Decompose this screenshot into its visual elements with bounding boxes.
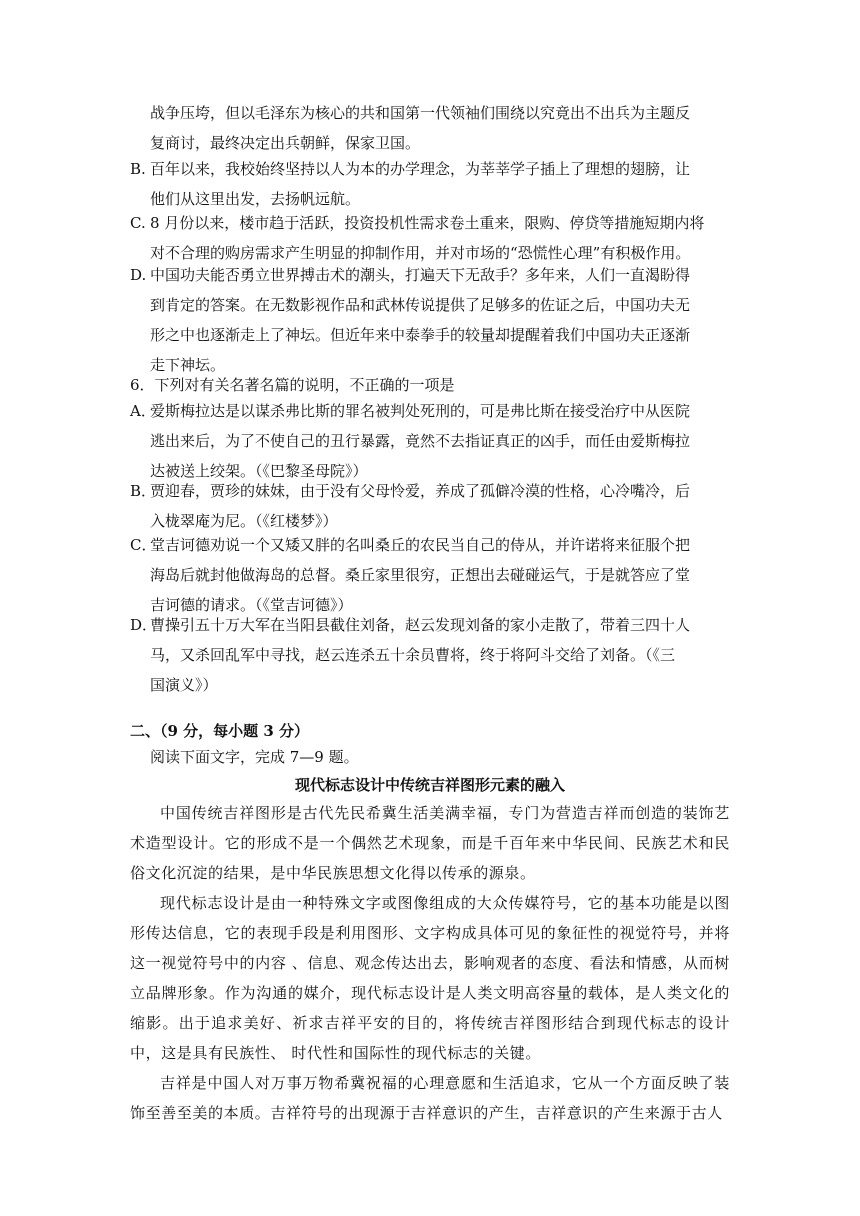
passage-paragraph: 吉祥是中国人对万事万物希冀祝福的心理意愿和生活追求，它从一个方面反映了装饰至善至美的本质。吉祥符号的出现源于吉祥意识的产生，吉祥意识的产生来源于古人: [130, 1074, 730, 1122]
option-marker: B.: [130, 160, 146, 178]
text-line: 战争压垮，但以毛泽东为核心的共和国第一代领袖们围绕以究竟出不出兵为主题反: [150, 104, 691, 122]
option-marker: D．: [130, 616, 158, 634]
q6-option-c: [130, 530, 730, 620]
text-line: 国演义》）: [150, 676, 218, 694]
text-line: 中国功夫能否勇立世界搏击术的潮头，打遍天下无敌手？多年来，人们一直渴盼得: [150, 266, 691, 284]
q6-option-b: [130, 476, 730, 536]
text-line: 入栊翠庵为尼。（《红楼梦》）: [150, 512, 338, 530]
q5-option-b: [130, 154, 730, 214]
text-line: 海岛后就封他做海岛的总督。桑丘家里很穷，正想出去碰碰运气，于是就答应了堂: [150, 566, 691, 584]
text-line: 吉诃德的请求。（《堂吉诃德》）: [150, 596, 353, 614]
q6-option-d: [130, 610, 730, 700]
passage-paragraph: 中国传统吉祥图形是古代先民希冀生活美满幸福，专门为营造吉祥而创造的装饰艺术造型设计。它的形成不是一个偶然艺术现象，而是千百年来中华民间、民族艺术和民俗文化沉淀的结果，是中华民族思想文化得以传承的源泉。: [130, 804, 730, 882]
text-line: 现代标志设计中传统吉祥图形元素的融入: [294, 776, 565, 794]
q5-option-a-continuation: [130, 98, 730, 158]
text-line: 形之中也逐渐走上了神坛。但近年来中泰拳手的较量却提醒着我们中国功夫正逐渐: [150, 326, 691, 344]
text-line: 复商讨，最终决定出兵朝鲜，保家卫国。: [150, 134, 421, 152]
section-2-instruction: [130, 742, 730, 772]
text-line: 到肯定的答案。在无数影视作品和武林传说提供了足够多的佐证之后，中国功夫无: [150, 296, 691, 314]
text-line: 曹操引五十万大军在当阳县截住刘备，赵云发现刘备的家小走散了，带着三四十人: [150, 616, 691, 634]
text-line: 6．下列对有关名著名篇的说明，不正确的一项是: [130, 376, 455, 394]
q5-option-c: [130, 208, 730, 268]
text-line: 堂吉诃德劝说一个又矮又胖的名叫桑丘的农民当自己的侍从，并许诺将来征服个把: [150, 536, 691, 554]
text-line: 二、（9 分，每小题 3 分）: [130, 722, 310, 740]
text-line: 贾迎春，贾珍的妹妹，由于没有父母怜爱，养成了孤僻冷漠的性格，心冷嘴冷，后: [150, 482, 691, 500]
option-marker: B．: [130, 482, 157, 500]
reading-passage: [130, 798, 730, 1128]
q6-option-a: [130, 396, 730, 486]
text-line: 百年以来，我校始终坚持以人为本的办学理念，为莘莘学子插上了理想的翅膀，让: [150, 160, 691, 178]
passage-paragraph: 现代标志设计是由一种特殊文字或图像组成的大众传媒符号，它的基本功能是以图形传达信息，它的表现手段是利用图形、文字构成具体可见的象征性的视觉符号，并将这一视觉符号中的内容 、信息、观念传达出去，影响观者的态度、看法和情感，从而树立品牌形象。作为沟通的媒介，现代标志设计是人类文明高容量的载体，是人类文化的缩影。出于追求美好、祈求吉祥平安的目的，将传统吉祥图形结合到现代标志的设计中，这是具有民族性、 时代性和国际性的现代标志的关键。: [130, 894, 730, 1062]
text-line: 8 月份以来，楼市趋于活跃，投资投机性需求卷土重来，限购、停贷等措施短期内将: [150, 214, 705, 232]
text-line: 达被送上绞架。（《巴黎圣母院》）: [150, 462, 368, 480]
text-line: 阅读下面文字，完成 7—9 题。: [150, 748, 359, 766]
option-marker: D.: [130, 266, 147, 284]
text-line: 逃出来后，为了不使自己的丑行暴露，竟然不去指证真正的凶手，而任由爱斯梅拉: [150, 432, 691, 450]
option-marker: C．: [130, 536, 157, 554]
text-line: 他们从这里出发，去扬帆远航。: [150, 190, 361, 208]
option-marker: A．: [130, 402, 156, 420]
passage-title: [130, 770, 730, 800]
text-line: 爱斯梅拉达是以谋杀弗比斯的罪名被判处死刑的，可是弗比斯在接受治疗中从医院: [150, 402, 691, 420]
option-marker: C.: [130, 214, 146, 232]
q5-option-d: [130, 260, 730, 380]
text-line: 走下神坛。: [150, 356, 226, 374]
text-line: 马，又杀回乱军中寻找，赵云连杀五十余员曹将，终于将阿斗交给了刘备。（《三: [150, 646, 676, 664]
text-line: 对不合理的购房需求产生明显的抑制作用，并对市场的“恐慌性心理”有积极作用。: [150, 244, 691, 262]
